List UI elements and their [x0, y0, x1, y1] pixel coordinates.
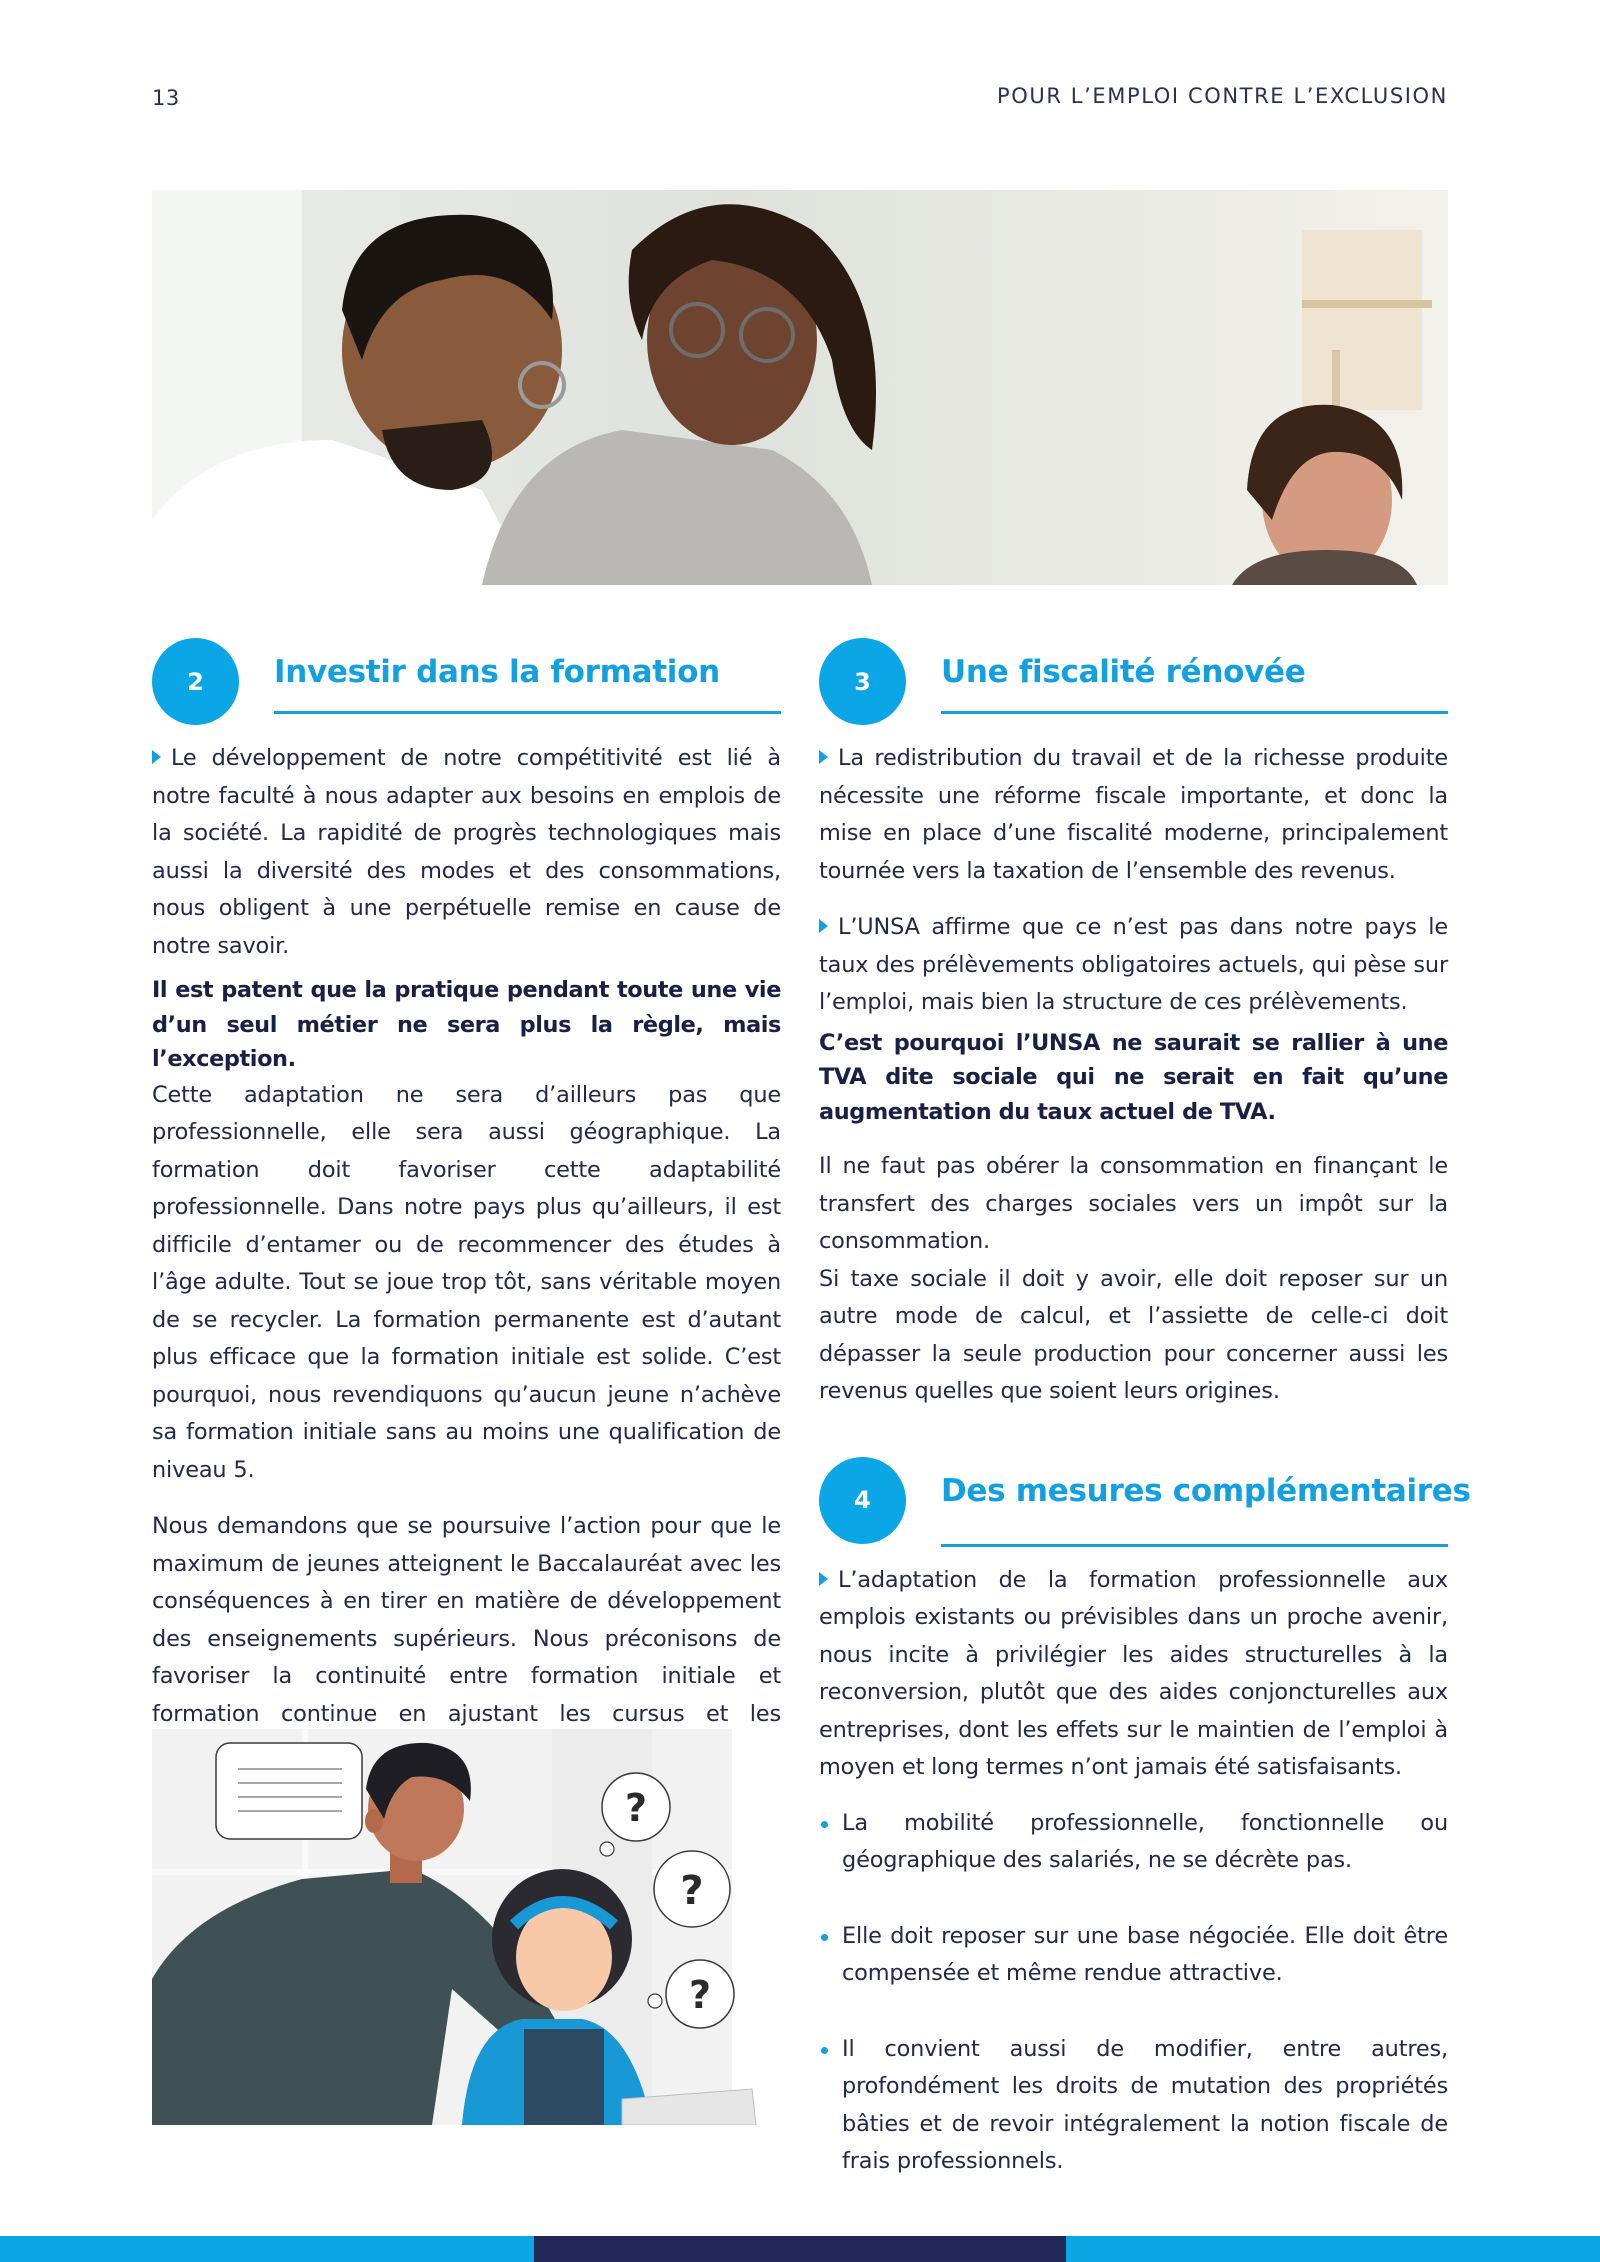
- section-number-badge: 2: [152, 638, 239, 725]
- section-number-badge: 3: [819, 638, 906, 725]
- list-item: Il convient aussi de modifier, entre autres, profondément les droits de mutation des propriétés bâties et de revoir intégralement la notion fiscale de frais professionnels.: [819, 2031, 1448, 2181]
- question-mark: ?: [624, 1786, 648, 1830]
- triangle-bullet-icon: [819, 919, 828, 933]
- footer-segment-blue: [0, 2236, 534, 2262]
- paragraph-text: Le développement de notre compétitivité est lié à notre faculté à nous adapter aux besoins en emplois de la société. La rapidité de progrès technologiques mais aussi la diversité des modes et des consommations, nous obligent à une perpétuelle remise en cause de notre savoir.: [152, 745, 781, 959]
- paragraph-text: L’UNSA affirme que ce n’est pas dans notre pays le taux des prélèvements obligatoires actuels, qui pèse sur l’emploi, mais bien la structure de ces prélèvements.: [819, 914, 1448, 1015]
- emphasis-paragraph: Il est patent que la pratique pendant toute une vie d’un seul métier ne sera plus la règle, mais l’exception.: [152, 977, 781, 1072]
- page-number: 13: [152, 86, 180, 110]
- triangle-bullet-icon: [819, 1572, 828, 1586]
- section-number-badge: 4: [819, 1457, 906, 1544]
- paragraph: Cette adaptation ne sera d’ailleurs pas que professionnelle, elle sera aussi géographique. La formation doit favoriser cette adaptabilité professionnelle. Dans notre pays plus qu’ailleurs, il est difficile d’entamer ou de recommencer des études à l’âge adulte. Tout se joue trop tôt, sans véritable moyen de se recycler. La formation permanente est d’autant plus efficace que la formation initiale est solide. C’est pourquoi, nous revendiquons qu’aucun jeune n’achève sa formation initiale sans au moins une qualification de niveau 5.: [152, 1081, 781, 1483]
- paragraph: [152, 740, 781, 965]
- list-item: La mobilité professionnelle, fonctionnelle ou géographique des salariés, ne se décrète pas.: [819, 1805, 1448, 1880]
- paragraph: Nous demandons que se poursuive l’action pour que le maximum de jeunes atteignent le Baccalauréat avec les conséquences à en tirer en matière de développement des enseignements supérieurs. Nous préconisons de favoriser la continuité entre formation initiale et formation continue en ajustant les cursus et les: [152, 1513, 781, 1727]
- section-title: Une fiscalité rénovée: [941, 654, 1306, 690]
- speech-bubble-icon: [216, 1743, 362, 1839]
- section-header: [819, 638, 1448, 740]
- footer-segment-blue: [1066, 2236, 1600, 2262]
- paragraph: Si taxe sociale il doit y avoir, elle doit reposer sur un autre mode de calcul, et l’assiette de celle-ci doit dépasser la seule production pour concerner aussi les revenus quelles que soient leurs origines.: [819, 1265, 1448, 1404]
- paragraph: [819, 909, 1448, 1022]
- running-title: POUR L’EMPLOI CONTRE L’EXCLUSION: [996, 84, 1448, 108]
- paragraph: Il ne faut pas obérer la consommation en finançant le transfert des charges sociales vers un impôt sur la consommation.: [819, 1153, 1448, 1254]
- title-underline: [941, 1544, 1448, 1547]
- emphasis-paragraph: C’est pourquoi l’UNSA ne saurait se rallier à une TVA dite sociale qui ne serait en fait qu’une augmentation du taux actuel de TVA.: [819, 1029, 1448, 1125]
- bullet-list: [819, 1805, 1448, 2181]
- paragraph: [819, 740, 1448, 890]
- paragraph: [819, 1562, 1448, 1787]
- colleagues-photo: [152, 190, 1448, 585]
- section-title: Des mesures complémentaires: [941, 1472, 1471, 1509]
- triangle-bullet-icon: [152, 750, 161, 764]
- title-underline: [941, 711, 1448, 714]
- paragraph-text: La redistribution du travail et de la richesse produite nécessite une réforme fiscale importante, et donc la mise en place d’une fiscalité moderne, principalement tournée vers la taxation de l’ensemble des revenus.: [819, 745, 1448, 884]
- hero-photo: [152, 190, 1448, 585]
- section-header: [152, 638, 781, 740]
- section-fiscalite: [819, 638, 1471, 2219]
- question-mark: ?: [688, 1973, 712, 2017]
- footer-color-bar: [0, 2236, 1600, 2262]
- section-title: Investir dans la formation: [274, 654, 720, 690]
- coworkers-illustration: [152, 1729, 777, 2125]
- question-mark: ?: [680, 1868, 704, 1914]
- triangle-bullet-icon: [819, 750, 828, 764]
- paragraph-text: L’adaptation de la formation professionnelle aux emplois existants ou prévisibles dans un proche avenir, nous incite à privilégier les aides structurelles à la reconversion, plutôt que des aides conjoncturelles aux entreprises, dont les effets sur le maintien de l’emploi à moyen et long termes n’ont jamais été satisfaisants.: [819, 1566, 1448, 1780]
- list-item: Elle doit reposer sur une base négociée. Elle doit être compensée et même rendue attractive.: [819, 1918, 1448, 1993]
- footer-segment-navy: [534, 2236, 1066, 2262]
- illustration: [152, 1729, 777, 2125]
- section-formation: [152, 638, 781, 1771]
- section-header: [819, 1457, 1471, 1562]
- title-underline: [274, 711, 781, 714]
